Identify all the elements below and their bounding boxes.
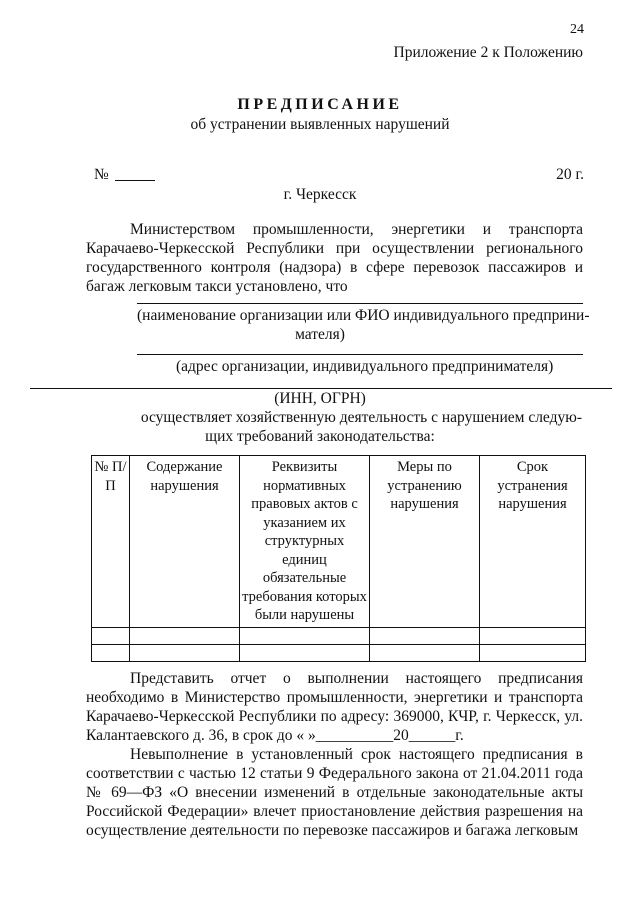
document-title: ПРЕДПИСАНИЕ bbox=[237, 96, 403, 113]
activity-text-1: осуществляет хозяйственную деятельность с нарушением следую- bbox=[140, 409, 582, 426]
header-number: № П/П bbox=[92, 456, 130, 628]
address-line bbox=[137, 354, 583, 355]
header-deadline: Срок устранения нарушения bbox=[480, 456, 586, 628]
address-caption: (адрес организации, индивидуального предпринимателя) bbox=[176, 358, 554, 375]
activity-text-2: щих требований законодательства: bbox=[205, 428, 435, 445]
header-violation: Содержание нарушения bbox=[130, 456, 240, 628]
document-year: 20 г. bbox=[556, 166, 584, 183]
header-measures: Меры по устранению нарушения bbox=[370, 456, 480, 628]
number-blank-line bbox=[115, 166, 155, 181]
org-name-line bbox=[137, 303, 583, 304]
table-cell[interactable] bbox=[480, 644, 586, 661]
page-number: 24 bbox=[570, 22, 584, 37]
inn-caption: (ИНН, ОГРН) bbox=[274, 390, 366, 407]
table-cell[interactable] bbox=[480, 627, 586, 644]
inn-line bbox=[30, 388, 612, 389]
table-row bbox=[92, 627, 586, 644]
violations-table-wrap bbox=[91, 455, 585, 662]
document-city: г. Черкесск bbox=[283, 186, 357, 203]
table-cell[interactable] bbox=[240, 644, 370, 661]
appendix-label: Приложение 2 к Положению bbox=[393, 44, 583, 61]
table-cell[interactable] bbox=[130, 627, 240, 644]
report-text: Представить отчет о выполнении настоящего предписания необходимо в Министерство промышленности, энергетики и транспорта Карачаево-Черкесской Республики по адресу: 369000, КЧР, г. Черкесск, ул. Калантаевского д. 36, в срок до « »__________20______г. bbox=[86, 670, 583, 744]
document-number bbox=[94, 166, 155, 184]
table-cell[interactable] bbox=[370, 644, 480, 661]
table-row bbox=[92, 644, 586, 661]
header-legal-acts: Реквизиты нормативных правовых актов с указанием их структурных единиц обязательные требования которых были нарушены bbox=[240, 456, 370, 628]
table-cell[interactable] bbox=[130, 644, 240, 661]
consequence-paragraph bbox=[86, 745, 583, 840]
org-name-caption-cont: мателя) bbox=[295, 326, 345, 343]
number-label: № bbox=[94, 166, 109, 183]
table-cell[interactable] bbox=[370, 627, 480, 644]
report-paragraph bbox=[86, 669, 583, 745]
table-cell[interactable] bbox=[92, 627, 130, 644]
table-cell[interactable] bbox=[240, 627, 370, 644]
intro-paragraph bbox=[86, 220, 583, 296]
violations-table bbox=[91, 455, 586, 662]
table-cell[interactable] bbox=[92, 644, 130, 661]
intro-text: Министерством промышленности, энергетики и транспорта Карачаево-Черкесской Республики при осуществлении регионального государственного контроля (надзора) в сфере перевозок пассажиров и багаж легковым такси установлено, что bbox=[86, 221, 583, 295]
table-header-row bbox=[92, 456, 586, 628]
document-subtitle: об устранении выявленных нарушений bbox=[190, 116, 450, 133]
consequence-text: Невыполнение в установленный срок настоящего предписания в соответствии с частью 12 статьи 9 Федерального закона от 21.04.2011 года № 69—ФЗ «О внесении изменений в отдельные законодательные акты Российской Федерации» влечет приостановление действия разрешения на осуществление деятельности по перевозке пассажиров и багажа легковым bbox=[86, 746, 583, 839]
org-name-caption: (наименование организации или ФИО индивидуального предприни- bbox=[137, 307, 590, 324]
